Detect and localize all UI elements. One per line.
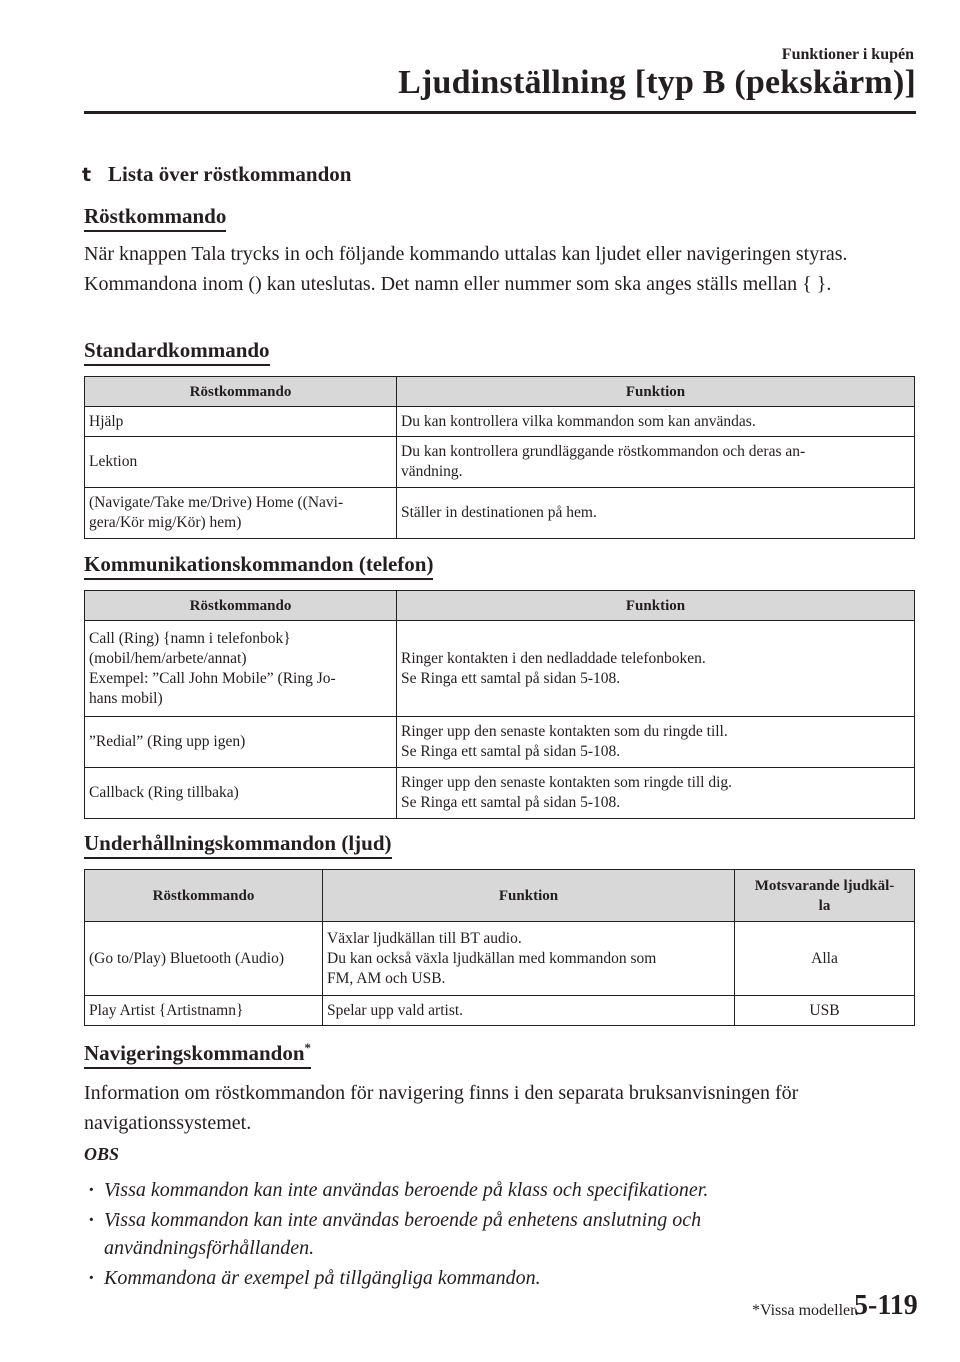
subheading-communication: Kommunikationskommandon (telefon) bbox=[84, 552, 433, 580]
heading-bullet-icon: t bbox=[82, 164, 92, 186]
command-cell: (Navigate/Take me/Drive) Home ((Navi- bbox=[89, 494, 344, 511]
function-cell: Se Ringa ett samtal på sidan 5-108. bbox=[401, 794, 621, 811]
table-header-source bbox=[735, 870, 915, 922]
command-cell: (mobil/hem/arbete/annat) bbox=[89, 649, 247, 667]
section-heading bbox=[82, 162, 351, 187]
command-cell: Play Artist {Artistnamn} bbox=[89, 1001, 244, 1019]
navigation-paragraph: Information om röstkommandon för navigering finns i den separata bruksanvisningen för navigationssystemet. bbox=[84, 1082, 799, 1134]
subheading-voice-command: Röstkommando bbox=[84, 204, 226, 232]
function-cell: Ringer upp den senaste kontakten som ringde till dig. bbox=[401, 774, 733, 791]
table-row bbox=[85, 717, 915, 768]
function-cell: vändning. bbox=[401, 463, 463, 480]
command-cell: hans mobil) bbox=[89, 689, 163, 707]
page-number: 5-119 bbox=[854, 1290, 918, 1321]
command-cell: Callback (Ring tillbaka) bbox=[89, 784, 239, 801]
table-header: Röstkommando bbox=[85, 377, 397, 407]
command-cell: Exempel: ”Call John Mobile” (Ring Jo- bbox=[89, 669, 336, 687]
command-cell: Lektion bbox=[89, 453, 138, 470]
function-cell: Du kan kontrollera grundläggande röstkommandon och deras an- bbox=[401, 443, 806, 460]
command-cell: Hjälp bbox=[89, 412, 124, 430]
note-label: OBS bbox=[84, 1144, 120, 1164]
communication-commands-table bbox=[84, 590, 915, 819]
note-item: · Kommandona är exempel på tillgängliga kommandon. bbox=[84, 1264, 904, 1292]
table-header: Röstkommando bbox=[85, 591, 397, 621]
subheading-navigation bbox=[84, 1040, 311, 1069]
command-cell: Call (Ring) {namn i telefonbok} bbox=[89, 629, 291, 647]
entertainment-commands-table bbox=[84, 869, 915, 1026]
table-row bbox=[85, 768, 915, 819]
function-cell: Ringer kontakten i den nedladdade telefonboken. bbox=[401, 649, 706, 667]
table-row bbox=[85, 996, 915, 1026]
asterisk-mark: * bbox=[304, 1040, 312, 1055]
function-cell: Se Ringa ett samtal på sidan 5-108. bbox=[401, 743, 621, 760]
table-header-line: Motsvarande ljudkäl- bbox=[754, 877, 895, 894]
table-row bbox=[85, 922, 915, 996]
footnote: *Vissa modeller. bbox=[752, 1302, 859, 1319]
page-title: Ljudinställning [typ B (pekskärm)] bbox=[398, 64, 916, 101]
function-cell: Se Ringa ett samtal på sidan 5-108. bbox=[401, 669, 621, 687]
section-label: Funktioner i kupén bbox=[781, 46, 914, 63]
function-cell: Ställer in destinationen på hem. bbox=[401, 504, 597, 521]
function-cell: Spelar upp vald artist. bbox=[327, 1001, 464, 1019]
function-cell: Ringer upp den senaste kontakten som du ringde till. bbox=[401, 723, 728, 740]
table-header: Funktion bbox=[323, 870, 735, 922]
command-cell: (Go to/Play) Bluetooth (Audio) bbox=[89, 949, 285, 967]
standard-commands-table bbox=[84, 376, 915, 539]
note-item: · Vissa kommandon kan inte användas beroende på enhetens anslutning och användningsförhållanden. bbox=[84, 1206, 904, 1262]
function-cell: Växlar ljudkällan till BT audio. bbox=[327, 929, 522, 947]
table-row bbox=[85, 437, 915, 488]
note-item: · Vissa kommandon kan inte användas beroende på klass och specifikationer. bbox=[84, 1176, 904, 1204]
note-list bbox=[84, 1176, 904, 1294]
source-cell: Alla bbox=[735, 922, 915, 996]
table-header: Röstkommando bbox=[85, 870, 323, 922]
header-divider bbox=[84, 111, 916, 114]
function-cell: Du kan kontrollera vilka kommandon som kan användas. bbox=[401, 412, 756, 430]
table-header: Funktion bbox=[397, 377, 915, 407]
source-cell: USB bbox=[735, 996, 915, 1026]
table-header-line: la bbox=[818, 897, 831, 914]
table-row bbox=[85, 488, 915, 539]
command-cell: gera/Kör mig/Kör) hem) bbox=[89, 514, 242, 531]
subheading-standard: Standardkommando bbox=[84, 338, 270, 366]
function-cell: FM, AM och USB. bbox=[327, 969, 446, 987]
command-cell: ”Redial” (Ring upp igen) bbox=[89, 733, 246, 750]
section-heading-text: Lista över röstkommandon bbox=[108, 162, 352, 186]
intro-paragraph: När knappen Tala trycks in och följande kommando uttalas kan ljudet eller navigeringen styras. Kommandona inom () kan uteslutas. Det namn eller nummer som ska anges ställs mellan { }. bbox=[84, 243, 848, 295]
table-header: Funktion bbox=[397, 591, 915, 621]
subheading-navigation-text: Navigeringskommandon bbox=[84, 1041, 305, 1065]
table-row bbox=[85, 621, 915, 717]
subheading-entertainment: Underhållningskommandon (ljud) bbox=[84, 831, 392, 859]
function-cell: Du kan också växla ljudkällan med kommandon som bbox=[327, 949, 657, 967]
table-row bbox=[85, 407, 915, 437]
